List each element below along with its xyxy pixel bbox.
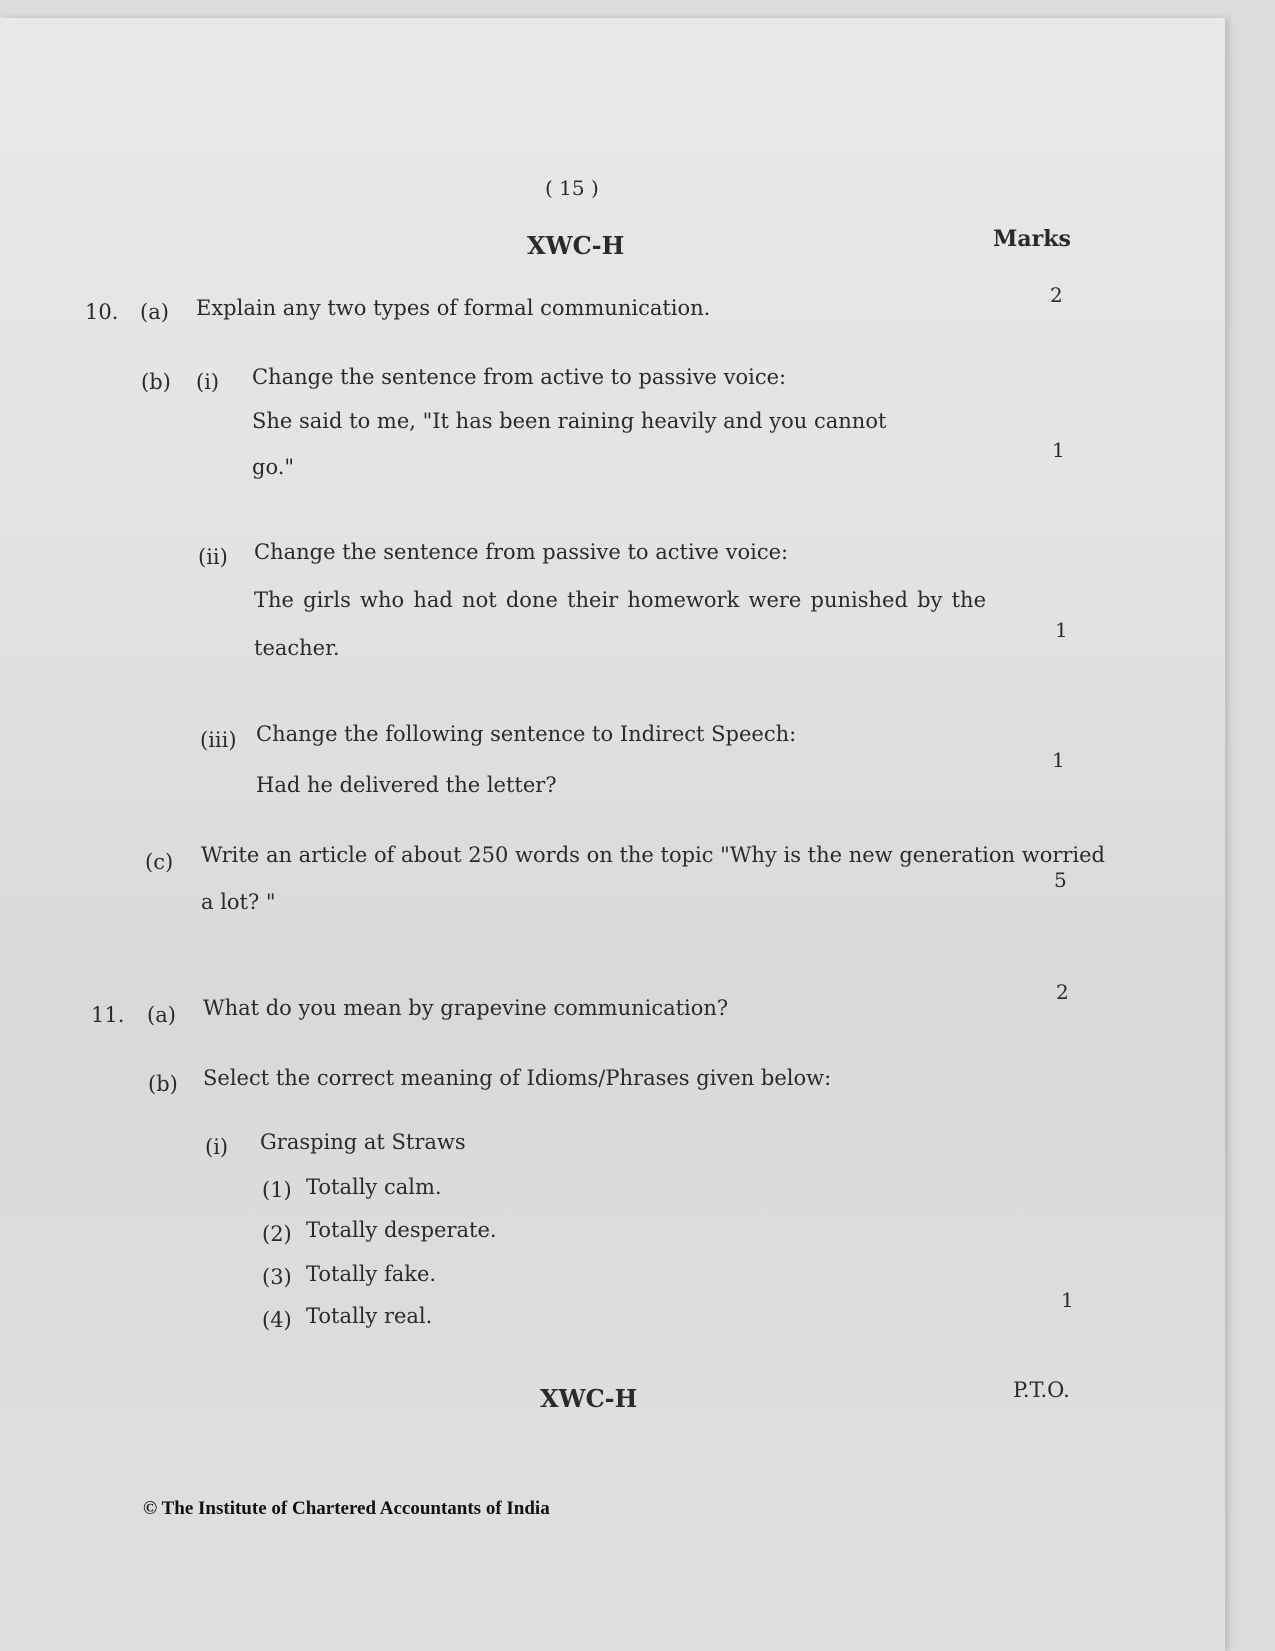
q10a-text: Explain any two types of formal communication. <box>196 296 711 320</box>
q11bi-option-1-text: Totally calm. <box>306 1175 442 1199</box>
q11bi-marks: 1 <box>1061 1288 1074 1312</box>
q10biii-label: (iii) <box>200 728 237 752</box>
q11b-label: (b) <box>148 1072 178 1096</box>
q10bii-instruction: Change the sentence from passive to active voice: <box>254 540 789 564</box>
q11bi-option-3-text: Totally fake. <box>306 1262 437 1286</box>
exam-page <box>0 18 1225 1651</box>
q10bi-marks: 1 <box>1052 438 1065 462</box>
q10biii-marks: 1 <box>1052 748 1065 772</box>
q10a-marks: 2 <box>1050 283 1063 307</box>
q10c-text-line1: Write an article of about 250 words on the topic "Why is the new generation worried <box>201 843 1105 867</box>
q10a-label: (a) <box>140 300 169 324</box>
paper-code-footer: XWC-H <box>540 1384 638 1413</box>
q10bi-sentence-line1: She said to me, "It has been raining heavily and you cannot <box>252 409 887 433</box>
q11bi-option-1-label: (1) <box>262 1178 292 1202</box>
q11bi-label: (i) <box>205 1135 229 1159</box>
pto-text: P.T.O. <box>1013 1378 1070 1402</box>
q11-number: 11. <box>91 1003 125 1027</box>
q10c-marks: 5 <box>1054 868 1067 892</box>
q11bi-phrase: Grasping at Straws <box>260 1130 466 1154</box>
q11bi-option-4-label: (4) <box>262 1308 292 1332</box>
q11b-text: Select the correct meaning of Idioms/Phrases given below: <box>203 1066 832 1090</box>
q10bii-label: (ii) <box>198 545 228 569</box>
q10b-label: (b) <box>141 370 171 394</box>
q10bii-sentence-line1: The girls who had not done their homework were punished by the <box>254 588 986 612</box>
copyright-notice: © The Institute of Chartered Accountants of India <box>143 1498 550 1519</box>
q10bii-sentence-line2: teacher. <box>254 636 340 660</box>
q11bi-option-4-text: Totally real. <box>306 1304 433 1328</box>
q11a-text: What do you mean by grapevine communication? <box>203 996 729 1020</box>
q11a-label: (a) <box>147 1003 176 1027</box>
q10biii-instruction: Change the following sentence to Indirect Speech: <box>256 722 797 746</box>
q10biii-sentence: Had he delivered the letter? <box>256 773 557 797</box>
paper-code-header: XWC-H <box>527 231 625 260</box>
q11a-marks: 2 <box>1056 980 1069 1004</box>
q11bi-option-2-label: (2) <box>262 1222 292 1246</box>
page-number: ( 15 ) <box>545 176 599 200</box>
q10c-text-line2: a lot? " <box>201 890 276 914</box>
q10bii-marks: 1 <box>1055 618 1068 642</box>
q10bi-instruction: Change the sentence from active to passive voice: <box>252 365 787 389</box>
marks-heading: Marks <box>993 226 1071 252</box>
q10-number: 10. <box>85 300 119 324</box>
q10bi-sentence-line2: go." <box>252 455 295 479</box>
q11bi-option-2-text: Totally desperate. <box>306 1218 497 1242</box>
q11bi-option-3-label: (3) <box>262 1265 292 1289</box>
q10bi-label: (i) <box>196 370 220 394</box>
q10c-label: (c) <box>145 850 174 874</box>
